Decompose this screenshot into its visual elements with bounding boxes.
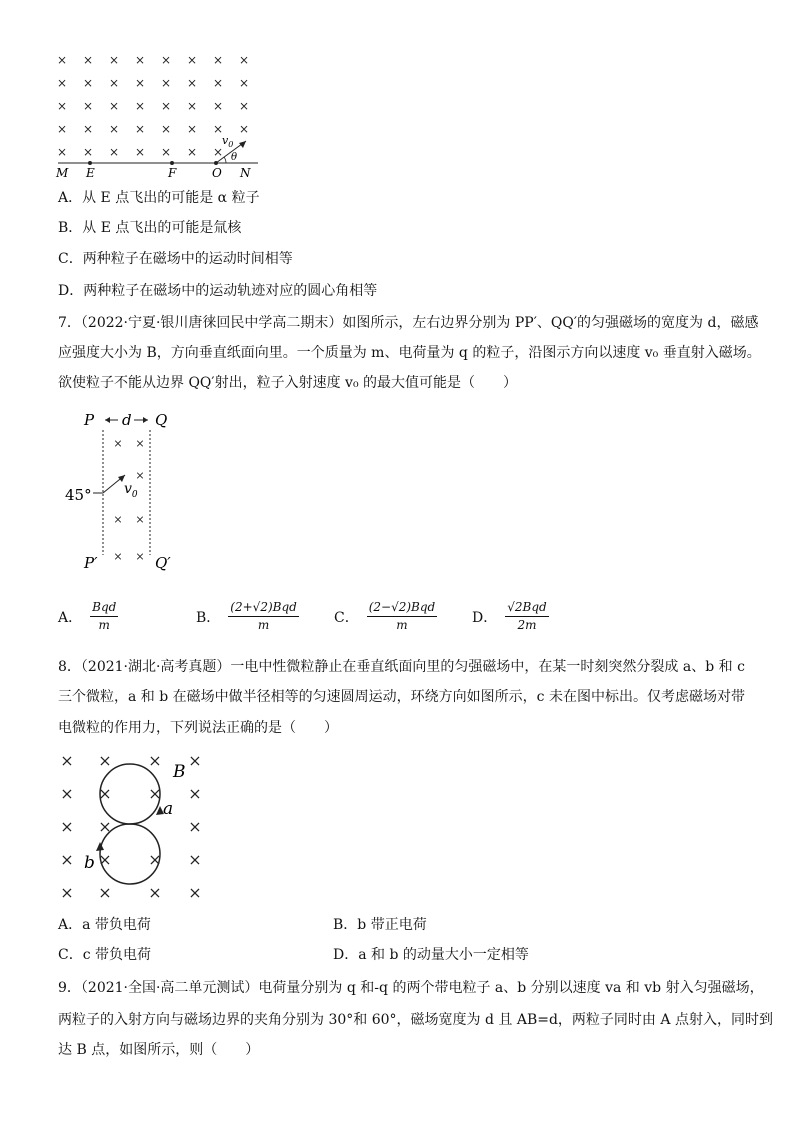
field-cross: × [135, 550, 145, 563]
field-cross: × [60, 751, 74, 770]
field-cross: × [82, 122, 94, 136]
q6-option-d: D．两种粒子在磁场中的运动轨迹对应的圆心角相等 [58, 283, 378, 299]
label-b-field: B [173, 762, 186, 782]
field-cross: × [186, 122, 198, 136]
field-cross: × [98, 850, 112, 869]
field-cross: × [238, 76, 250, 90]
field-cross: × [82, 53, 94, 67]
label-v0: $v_0$ [124, 481, 138, 500]
field-cross: × [108, 145, 120, 159]
field-cross: × [212, 145, 224, 159]
q7-stem-line-3: 欲使粒子不能从边界 QQ′射出，粒子入射速度 v₀ 的最大值可能是（ ） [58, 375, 518, 391]
field-cross: × [113, 437, 123, 450]
field-cross: × [82, 76, 94, 90]
field-cross: × [82, 145, 94, 159]
field-cross: × [134, 76, 146, 90]
q6-option-b: B．从 E 点飞出的可能是氚核 [58, 220, 242, 236]
q8-option-d: D．a 和 b 的动量大小一定相等 [333, 947, 529, 963]
field-cross: × [113, 513, 123, 526]
q8-stem-line-3: 电微粒的作用力，下列说法正确的是（ ） [58, 720, 338, 736]
q8-stem-line-1: 8．（2021·湖北·高考真题）一电中性微粒静止在垂直纸面向里的匀强磁场中，在某一时刻突然分裂成 a、b 和 c [58, 659, 745, 675]
field-cross: × [60, 850, 74, 869]
field-cross: × [135, 513, 145, 526]
field-cross: × [134, 145, 146, 159]
label-p-prime: P′ [84, 554, 98, 572]
label-m: M [56, 166, 69, 180]
q8-option-a: A．a 带负电荷 [58, 917, 151, 933]
angle-arc [224, 157, 226, 163]
field-cross: × [135, 437, 145, 450]
figure-field-boundary-mn [50, 50, 270, 180]
field-cross: × [148, 850, 162, 869]
field-cross: × [148, 883, 162, 902]
direction-arrow-b [96, 842, 104, 851]
field-cross: × [98, 883, 112, 902]
field-cross-marks [57, 53, 249, 159]
field-cross: × [108, 122, 120, 136]
q7-stem-line-2: 应强度大小为 B，方向垂直纸面向里。一个质量为 m、电荷量为 q 的粒子，沿图示方向以速度 v₀ 垂直射入磁场。 [58, 345, 761, 361]
field-cross: × [186, 53, 198, 67]
label-v0: $v_0$ [222, 134, 234, 149]
width-arrowhead-right [143, 417, 148, 423]
field-cross: × [160, 99, 172, 113]
field-cross: × [148, 751, 162, 770]
label-b: b [84, 853, 95, 873]
label-d: d [122, 411, 132, 429]
field-cross: × [212, 76, 224, 90]
figure-strip-field-pq [60, 405, 190, 580]
field-cross: × [160, 76, 172, 90]
field-cross: × [238, 99, 250, 113]
field-cross: × [56, 99, 68, 113]
q9-stem-line-3: 达 B 点，如图所示，则（ ） [58, 1042, 260, 1058]
field-cross: × [82, 99, 94, 113]
field-cross: × [188, 817, 202, 836]
q8-option-b: B．b 带正电荷 [333, 917, 427, 933]
field-cross: × [108, 99, 120, 113]
field-cross: × [186, 99, 198, 113]
field-cross: × [108, 53, 120, 67]
field-cross: × [188, 883, 202, 902]
field-cross: × [56, 145, 68, 159]
field-cross: × [212, 99, 224, 113]
field-cross: × [56, 122, 68, 136]
field-cross: × [98, 751, 112, 770]
label-45-degrees: 45° [65, 486, 92, 504]
field-cross: × [98, 817, 112, 836]
field-cross: × [134, 122, 146, 136]
field-cross: × [135, 469, 145, 482]
field-cross: × [160, 122, 172, 136]
field-cross: × [134, 99, 146, 113]
field-cross: × [60, 883, 74, 902]
q9-stem-line-2: 两粒子的入射方向与磁场边界的夹角分别为 30°和 60°，磁场宽度为 d 且 AB=d，两粒子同时由 A 点射入，同时到 [58, 1012, 773, 1028]
field-cross: × [188, 850, 202, 869]
field-cross: × [238, 122, 250, 136]
field-cross: × [212, 122, 224, 136]
field-cross: × [108, 76, 120, 90]
field-cross: × [188, 751, 202, 770]
q7-stem-line-1: 7．（2022·宁夏·银川唐徕回民中学高二期末）如图所示，左右边界分别为 PP′、QQ′的匀强磁场的宽度为 d，磁感 [58, 315, 759, 331]
field-cross: × [148, 784, 162, 803]
velocity-arrowhead [239, 141, 246, 148]
field-cross: × [186, 145, 198, 159]
field-cross: × [188, 784, 202, 803]
field-cross: × [238, 53, 250, 67]
q7-option-a: A． $\frac{\text{Bqd}}{m}$ [58, 600, 117, 632]
label-f: F [168, 166, 177, 180]
label-n: N [240, 166, 251, 180]
q7-option-b: B． $\frac{\text{(2+√2)Bqd}}{m}$ [196, 600, 297, 632]
field-cross: × [160, 145, 172, 159]
field-cross: × [60, 817, 74, 836]
q6-option-a: A．从 E 点飞出的可能是 α 粒子 [58, 190, 260, 206]
q8-option-c: C．c 带负电荷 [58, 947, 152, 963]
q8-stem-line-2: 三个微粒，a 和 b 在磁场中做半径相等的匀速圆周运动，环绕方向如图所示，c 未在图中标出。仅考虑磁场对带 [58, 689, 745, 705]
q9-stem-line-1: 9．（2021·全国·高二单元测试）电荷量分别为 q 和-q 的两个带电粒子 a、b 分别以速度 va 和 vb 射入匀强磁场， [58, 980, 764, 996]
field-cross: × [60, 784, 74, 803]
q6-option-c: C．两种粒子在磁场中的运动时间相等 [58, 251, 293, 267]
label-q: Q [155, 411, 168, 429]
label-p: P [84, 411, 95, 429]
label-q-prime: Q′ [155, 554, 171, 572]
label-e: E [86, 166, 95, 180]
field-cross: × [113, 550, 123, 563]
field-cross: × [56, 76, 68, 90]
field-cross: × [212, 53, 224, 67]
width-arrowhead-left [105, 417, 110, 423]
field-cross: × [186, 76, 198, 90]
field-cross: × [160, 53, 172, 67]
point-e [88, 161, 92, 165]
point-f [170, 161, 174, 165]
label-o: O [212, 166, 222, 180]
field-cross: × [56, 53, 68, 67]
field-cross-marks [113, 437, 144, 563]
field-cross: × [98, 784, 112, 803]
label-a: a [163, 799, 174, 819]
label-theta: θ [231, 152, 238, 163]
q7-option-c: C． $\frac{\text{(2−√2)Bqd}}{m}$ [334, 600, 436, 632]
figure-two-circles [55, 748, 215, 908]
field-cross: × [134, 53, 146, 67]
q7-option-d: D． $\frac{\text{√2Bqd}}{2m}$ [472, 600, 547, 632]
